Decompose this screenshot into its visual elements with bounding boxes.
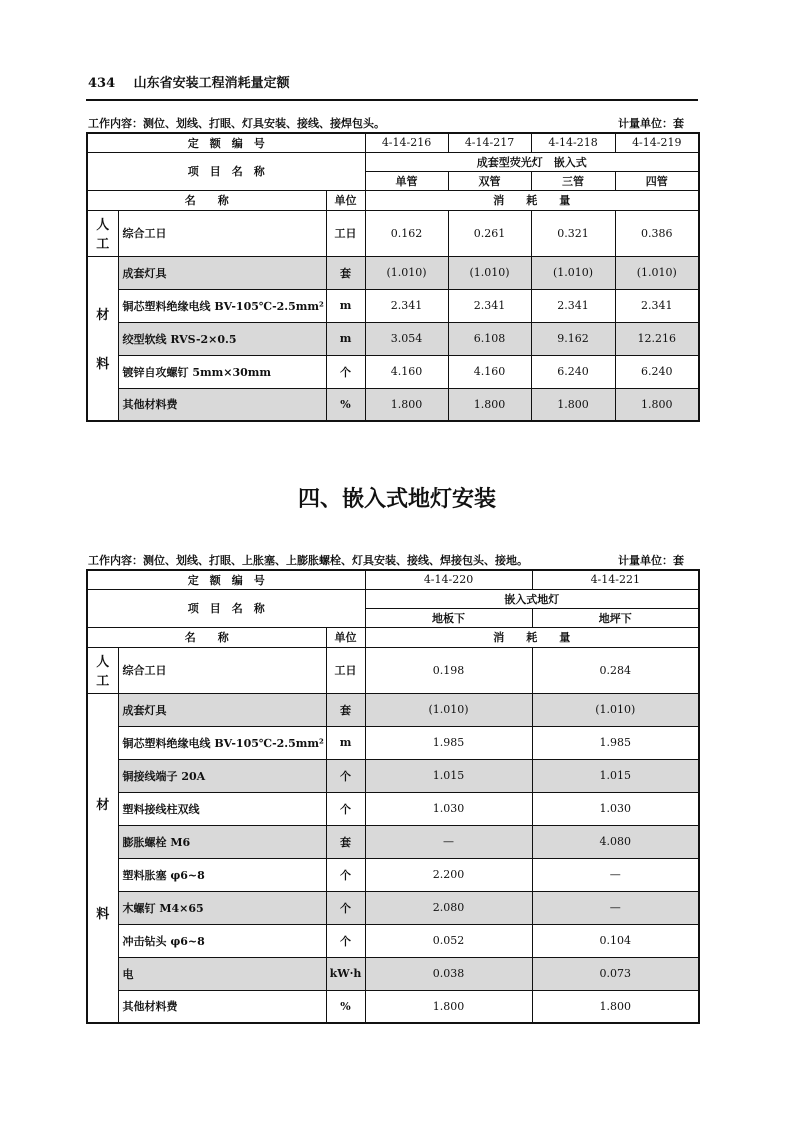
- table1-material-value: 4.160: [365, 355, 448, 388]
- table2-material-unit: 个: [326, 858, 365, 891]
- table2-labor-value-2: 0.284: [532, 647, 699, 693]
- table2-material-value: 0.073: [532, 957, 699, 990]
- table2-material-unit: m: [326, 726, 365, 759]
- table2-material-cat-char-2: 料: [96, 906, 110, 922]
- table1-material-value: (1.010): [365, 256, 448, 289]
- table1-subtype-4: 四管: [615, 171, 699, 190]
- table1-work-content: 工作内容：测位、划线、打眼、灯具安装、接线、接焊包头。: [88, 117, 385, 130]
- table2-material-unit: 个: [326, 891, 365, 924]
- table2-material-value: 0.052: [365, 924, 532, 957]
- table1-material-value: (1.010): [531, 256, 615, 289]
- table1-material-name: 其他材料费: [118, 388, 326, 421]
- table1-material-value: 4.160: [448, 355, 531, 388]
- table1-labor-value-1: 0.162: [365, 210, 448, 256]
- table1-labor-value-2: 0.261: [448, 210, 531, 256]
- table1-material-unit: m: [326, 289, 365, 322]
- table2-consumption-label: 消 耗 量: [365, 627, 699, 647]
- table1-material-value: 2.341: [531, 289, 615, 322]
- table1-labor-value-4: 0.386: [615, 210, 699, 256]
- table2-code-1: 4-14-220: [365, 570, 532, 589]
- table1-subtype-1: 单管: [365, 171, 448, 190]
- table2-material-name: 膨胀螺栓 M6: [118, 825, 326, 858]
- table2-material-cat-char-1: 材: [96, 797, 110, 813]
- table2-material-name: 塑料接线柱双线: [118, 792, 326, 825]
- table2-material-name: 其他材料费: [118, 990, 326, 1023]
- table1-subtype-2: 双管: [448, 171, 531, 190]
- table2-material-value: 1.800: [532, 990, 699, 1023]
- table2-material-unit: %: [326, 990, 365, 1023]
- table2-material-value: 0.038: [365, 957, 532, 990]
- table2-material-value: 2.080: [365, 891, 532, 924]
- table2-subtype-2: 地坪下: [532, 608, 699, 627]
- table2-material-unit: 个: [326, 759, 365, 792]
- table1-labor-value-3: 0.321: [531, 210, 615, 256]
- table2-material-name: 铜接线端子 20A: [118, 759, 326, 792]
- table1-material-name: 镀锌自攻螺钉 5mm×30mm: [118, 355, 326, 388]
- table2-material-unit: 个: [326, 792, 365, 825]
- table1-material-name: 铜芯塑料绝缘电线 BV-105℃-2.5mm²: [118, 289, 326, 322]
- section-title: 四、嵌入式地灯安装: [297, 487, 496, 512]
- book-title: 山东省安装工程消耗量定额: [133, 76, 290, 91]
- table2-work-content-line: [88, 552, 696, 568]
- table2-material-value: 0.104: [532, 924, 699, 957]
- table2-material-value: (1.010): [532, 693, 699, 726]
- table2-material-value: —: [532, 858, 699, 891]
- table1-material-unit: m: [326, 322, 365, 355]
- table1-labor-unit: 工日: [326, 210, 365, 256]
- table1-material-value: (1.010): [448, 256, 531, 289]
- table1-material-value: 1.800: [365, 388, 448, 421]
- table2-item-label: 项 目 名 称: [87, 589, 365, 627]
- table2-material-value: 1.800: [365, 990, 532, 1023]
- table2-material-unit: kW·h: [326, 957, 365, 990]
- table1-code-label: 定 额 编 号: [87, 133, 365, 152]
- table2-material-name: 冲击钻头 φ6~8: [118, 924, 326, 957]
- table1-material-unit: 套: [326, 256, 365, 289]
- table1-material-value: 3.054: [365, 322, 448, 355]
- table2-material-value: 1.030: [532, 792, 699, 825]
- table2-material-value: —: [365, 825, 532, 858]
- table1-material-value: 2.341: [365, 289, 448, 322]
- table2-material-value: —: [532, 891, 699, 924]
- table1-material-name: 成套灯具: [118, 256, 326, 289]
- table2-material-value: 1.985: [532, 726, 699, 759]
- table2-material-unit: 套: [326, 693, 365, 726]
- table1-material-value: 6.240: [531, 355, 615, 388]
- page-header: [88, 72, 290, 91]
- table1-labor-cat-char-1: 人: [96, 218, 110, 233]
- table2-labor-cat-char-2: 工: [96, 674, 110, 689]
- table2-labor-value-1: 0.198: [365, 647, 532, 693]
- table1-code-1: 4-14-216: [365, 133, 448, 152]
- table1-code-3: 4-14-218: [531, 133, 615, 152]
- table1-material-unit: %: [326, 388, 365, 421]
- table2-name-label: 名 称: [87, 627, 326, 647]
- table2-labor-category: [87, 647, 118, 693]
- table1-name-label: 名 称: [87, 190, 326, 210]
- table2-group-label: 嵌入式地灯: [365, 589, 699, 608]
- table2-material-unit: 套: [326, 825, 365, 858]
- table1-code-2: 4-14-217: [448, 133, 531, 152]
- table2-material-name: 电: [118, 957, 326, 990]
- table2-material-name: 塑料胀塞 φ6~8: [118, 858, 326, 891]
- table2-subtype-1: 地板下: [365, 608, 532, 627]
- table2-unit: 计量单位：套: [618, 554, 684, 567]
- table1-unit-col-label: 单位: [326, 190, 365, 210]
- table1-labor-name: 综合工日: [118, 210, 326, 256]
- table2-material-name: 成套灯具: [118, 693, 326, 726]
- table2-material-value: 1.985: [365, 726, 532, 759]
- page-number: 434: [88, 76, 116, 91]
- table2-labor-cat-char-1: 人: [96, 655, 110, 670]
- table1-material-cat-char-2: 料: [96, 357, 110, 373]
- table1-material-value: 6.240: [615, 355, 699, 388]
- table1-material-value: 1.800: [448, 388, 531, 421]
- table1-consumption-label: 消 耗 量: [365, 190, 699, 210]
- header-rule: [86, 99, 698, 101]
- table2-code-label: 定 额 编 号: [87, 570, 365, 589]
- table1-material-cat-char-1: 材: [96, 308, 110, 324]
- table2-code-2: 4-14-221: [532, 570, 699, 589]
- table2-material-unit: 个: [326, 924, 365, 957]
- table1-labor-category: [87, 210, 118, 256]
- table2-material-value: (1.010): [365, 693, 532, 726]
- table1-item-label: 项 目 名 称: [87, 152, 365, 190]
- table2-work-content: 工作内容：测位、划线、打眼、上胀塞、上膨胀螺栓、灯具安装、接线、焊接包头、接地。: [88, 554, 528, 567]
- table1-material-unit: 个: [326, 355, 365, 388]
- table2: [86, 569, 700, 1024]
- table2-material-value: 1.015: [365, 759, 532, 792]
- table1-material-category: [87, 256, 118, 421]
- table1-material-value: 2.341: [615, 289, 699, 322]
- table1-material-value: 9.162: [531, 322, 615, 355]
- table2-material-value: 2.200: [365, 858, 532, 891]
- table2-labor-unit: 工日: [326, 647, 365, 693]
- table1-group-label: 成套型荧光灯 嵌入式: [365, 152, 699, 171]
- table1-material-value: (1.010): [615, 256, 699, 289]
- table2-material-name: 木螺钉 M4×65: [118, 891, 326, 924]
- table2-unit-col-label: 单位: [326, 627, 365, 647]
- table2-labor-name: 综合工日: [118, 647, 326, 693]
- table2-material-category: [87, 693, 118, 1023]
- table1-material-value: 6.108: [448, 322, 531, 355]
- table1: [86, 132, 700, 422]
- table1-material-value: 1.800: [615, 388, 699, 421]
- table1-material-value: 2.341: [448, 289, 531, 322]
- table2-material-value: 4.080: [532, 825, 699, 858]
- table1-material-name: 绞型软线 RVS-2×0.5: [118, 322, 326, 355]
- table2-material-value: 1.030: [365, 792, 532, 825]
- table1-labor-cat-char-2: 工: [96, 237, 110, 252]
- table2-material-value: 1.015: [532, 759, 699, 792]
- table1-code-4: 4-14-219: [615, 133, 699, 152]
- table2-material-name: 铜芯塑料绝缘电线 BV-105℃-2.5mm²: [118, 726, 326, 759]
- table1-work-content-line: [88, 115, 696, 131]
- table1-subtype-3: 三管: [531, 171, 615, 190]
- table1-material-value: 1.800: [531, 388, 615, 421]
- table1-material-value: 12.216: [615, 322, 699, 355]
- table1-unit: 计量单位：套: [618, 117, 684, 130]
